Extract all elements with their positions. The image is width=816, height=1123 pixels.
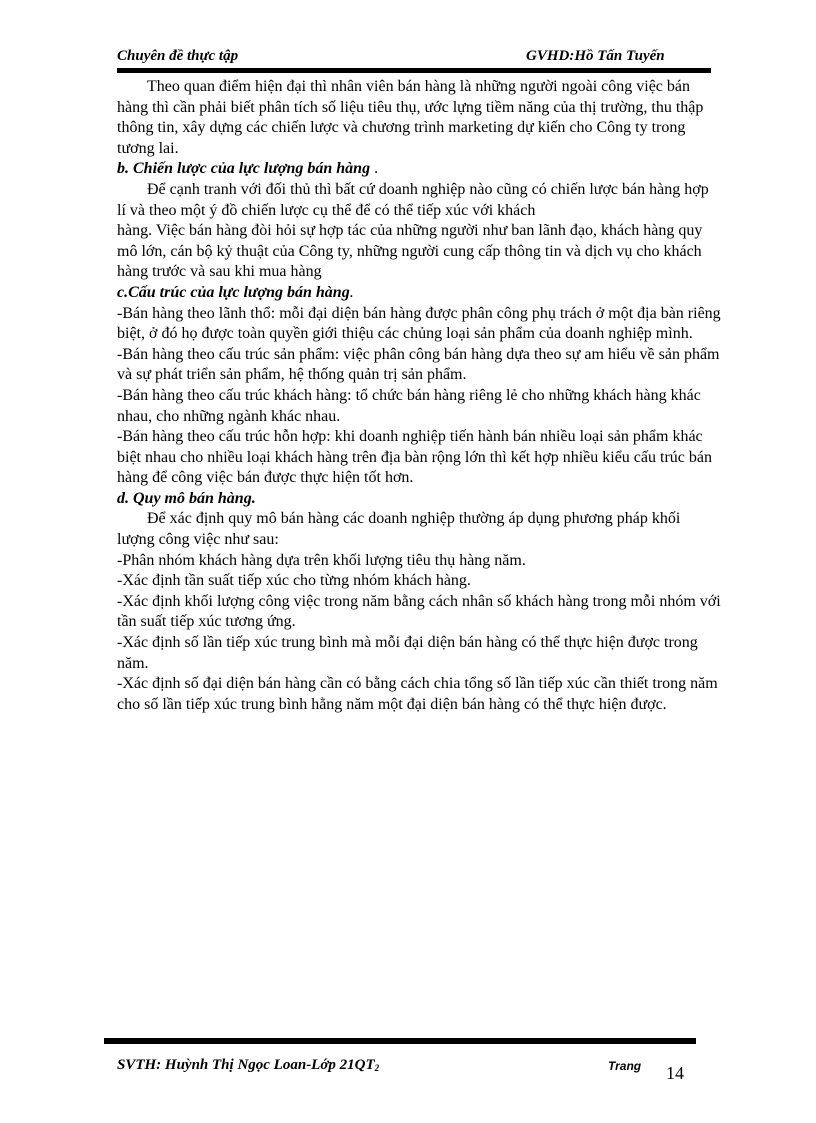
section-heading-d: d. Quy mô bán hàng. (117, 489, 256, 507)
list-item: -Bán hàng theo cấu trúc hỗn hợp: khi doanh nghiệp tiến hành bán nhiều loại sản phẩm khác biệt nhau cho nhiều loại khách hàng trên địa bàn rộng lớn thì kết hợp nhiều kiểu cấu trúc bán hàng để công việc bán được thực hiện tốt hơn. (117, 428, 712, 487)
heading-b-text: b. Chiến lược của lực lượng bán hàng (117, 160, 371, 178)
document-body (117, 77, 721, 715)
list-item: -Xác định số đại diện bán hàng cần có bằng cách chia tổng số lần tiếp xúc cần thiết trong năm cho số lần tiếp xúc trung bình hằng năm một đại diện bán hàng có thể thực hiện được. (117, 675, 718, 713)
paragraph-strategy: Để cạnh tranh với đối thủ thì bất cứ doanh nghiệp nào cũng có chiến lược bán hàng hợp lí và theo một ý đồ chiến lược cụ thể để có thể tiếp xúc với khách (117, 180, 709, 219)
footer-author (117, 1057, 379, 1074)
list-item: -Xác định số lần tiếp xúc trung bình mà mỗi đại diện bán hàng có thể thực hiện được trong năm. (117, 634, 698, 672)
section-heading-c (117, 283, 721, 304)
list-item: -Bán hàng theo lãnh thổ: mỗi đại diện bán hàng được phân công phụ trách ở một địa bàn riêng biệt, ở đó họ được toàn quyền giới thiệu các chủng loại sản phẩm của doanh nghiệp mình. (117, 304, 721, 343)
header-title: Chuyên đề thực tập (117, 48, 239, 64)
heading-b-suffix: . (370, 160, 379, 178)
list-item: -Xác định tần suất tiếp xúc cho từng nhóm khách hàng. (117, 572, 471, 590)
list-item: -Phân nhóm khách hàng dựa trên khối lượng tiêu thụ hàng năm. (117, 551, 526, 569)
page-header (117, 48, 689, 68)
paragraph-intro: Theo quan điểm hiện đại thì nhân viên bán hàng là những người ngoài công việc bán hàng thì cần phải biết phân tích số liệu tiêu thụ, ước lựng tiềm năng của thị trường, thu thập thông tin, xây dựng các chiến lược và chương trình marketing dự kiến cho Công ty trong tương lai. (117, 78, 704, 157)
list-item: -Bán hàng theo cấu trúc sản phẩm: việc phân công bán hàng dựa theo sự am hiểu về sản phẩm và sự phát triển sản phẩm, hệ thống quản trị sản phẩm. (117, 345, 720, 384)
footer-rule (104, 1038, 696, 1044)
header-advisor: GVHD:Hồ Tấn Tuyến (526, 48, 665, 64)
paragraph-scale: Để xác định quy mô bán hàng các doanh nghiệp thường áp dụng phương pháp khối lượng công việc như sau: (117, 510, 681, 549)
footer-page-label: Trang (608, 1059, 642, 1073)
footer-author-text: SVTH: Huỳnh Thị Ngọc Loan-Lớp 21QT (117, 1057, 375, 1073)
heading-c-text: c.Cấu trúc của lực lượng bán hàng (117, 283, 350, 301)
header-rule (117, 68, 711, 73)
footer-author-sub: 2 (374, 1063, 380, 1073)
list-item: -Bán hàng theo cấu trúc khách hàng: tổ chức bán hàng riêng lẻ cho những khách hàng khác nhau, cho những ngành khác nhau. (117, 386, 701, 425)
list-item: -Xác định khối lượng công việc trong năm bằng cách nhân số khách hàng trong mỗi nhóm với tần suất tiếp xúc tương ứng. (117, 592, 721, 631)
section-heading-b (117, 159, 721, 180)
page-number: 14 (666, 1063, 684, 1083)
paragraph-strategy-cont: hàng. Việc bán hàng đòi hỏi sự hợp tác của những người như ban lãnh đạo, khách hàng quy mô lớn, cán bộ kỷ thuật của Công ty, những người cung cấp thông tin và dịch vụ cho khách hàng trước và sau khi mua hàng (117, 222, 703, 281)
heading-c-suffix: . (349, 283, 354, 301)
